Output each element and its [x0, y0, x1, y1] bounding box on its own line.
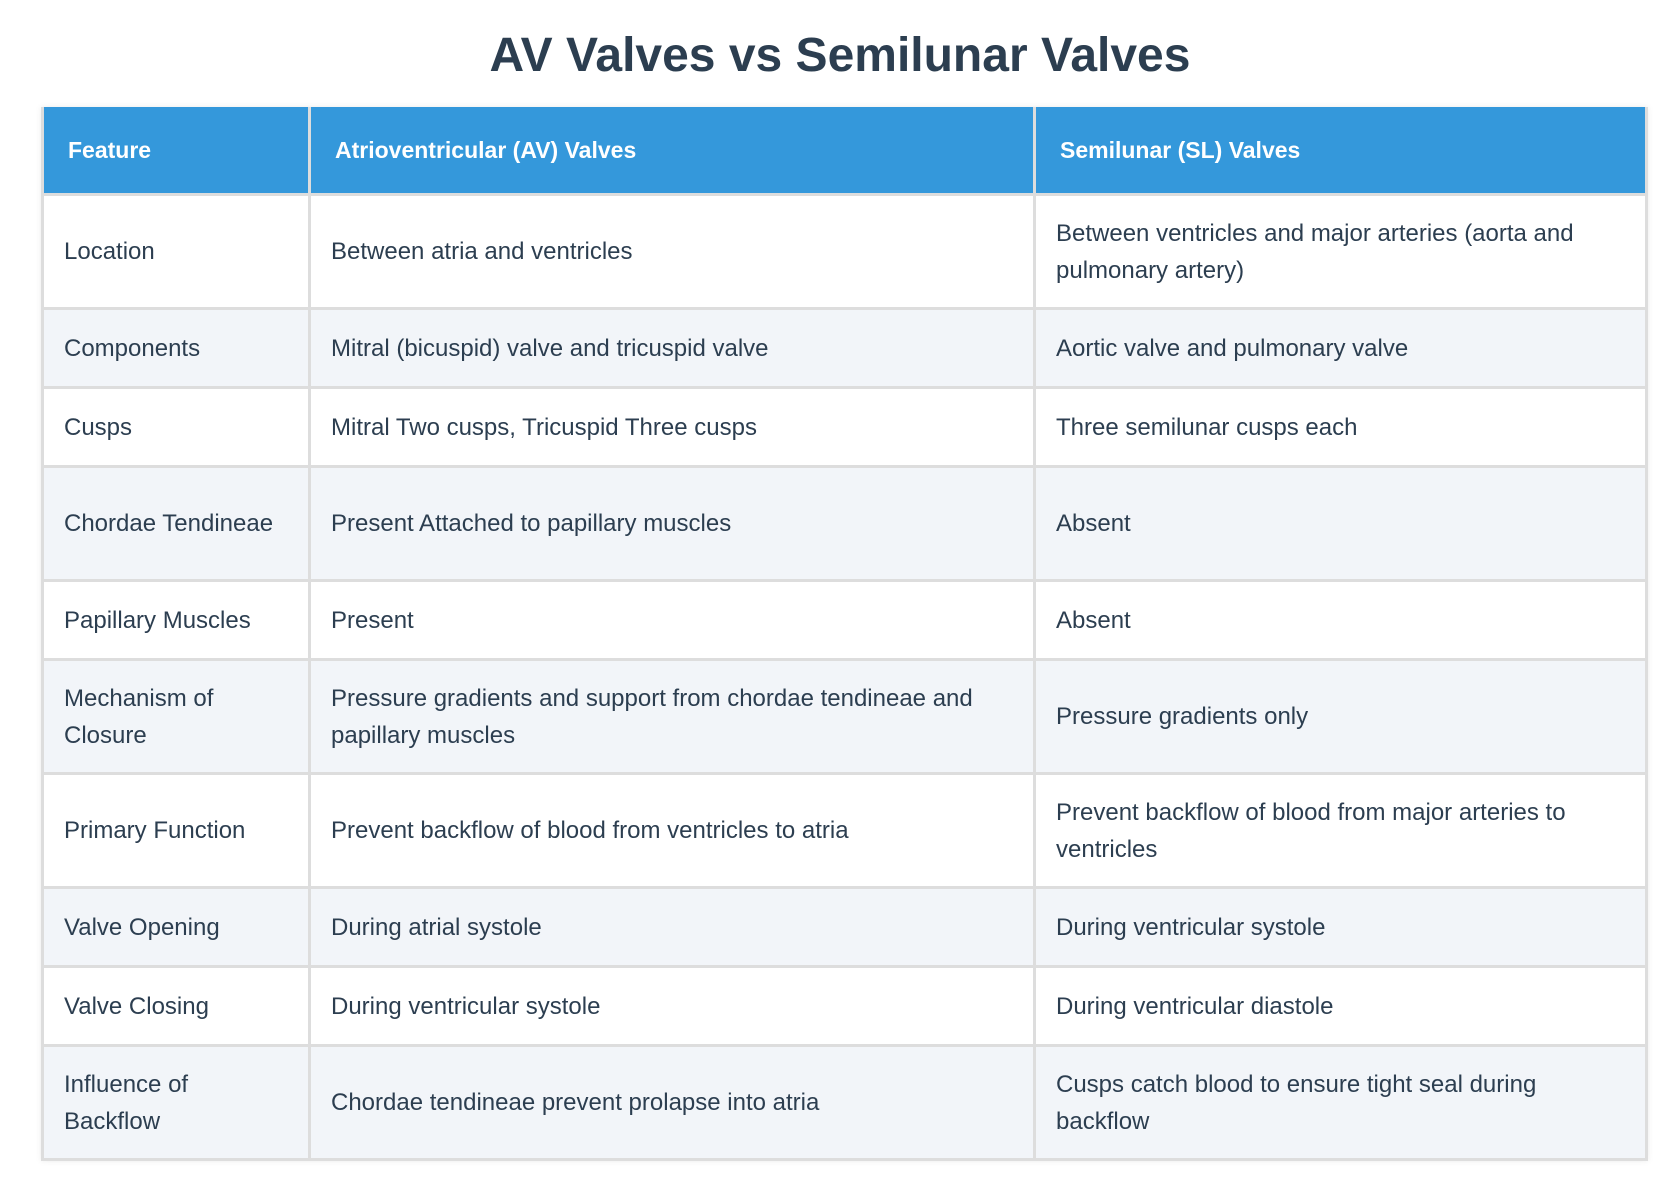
feature-cell: Chordae Tendineae — [43, 467, 310, 581]
sl-cell: Cusps catch blood to ensure tight seal during backflow — [1035, 1046, 1647, 1160]
feature-cell: Valve Closing — [43, 967, 310, 1046]
table-row — [43, 774, 1647, 888]
sl-cell: During ventricular systole — [1035, 888, 1647, 967]
table-header-row — [43, 107, 1647, 195]
feature-cell: Mechanism of Closure — [43, 660, 310, 774]
feature-cell: Location — [43, 195, 310, 309]
feature-cell: Valve Opening — [43, 888, 310, 967]
feature-cell: Components — [43, 309, 310, 388]
av-cell: Present — [310, 581, 1035, 660]
feature-cell: Cusps — [43, 388, 310, 467]
sl-cell: Aortic valve and pulmonary valve — [1035, 309, 1647, 388]
table-row — [43, 309, 1647, 388]
av-cell: Present Attached to papillary muscles — [310, 467, 1035, 581]
av-cell: Prevent backflow of blood from ventricles to atria — [310, 774, 1035, 888]
feature-cell: Influence of Backflow — [43, 1046, 310, 1160]
table-row — [43, 388, 1647, 467]
table-row — [43, 195, 1647, 309]
sl-cell: Pressure gradients only — [1035, 660, 1647, 774]
av-cell: Chordae tendineae prevent prolapse into atria — [310, 1046, 1035, 1160]
sl-cell: Prevent backflow of blood from major arteries to ventricles — [1035, 774, 1647, 888]
sl-cell: During ventricular diastole — [1035, 967, 1647, 1046]
table-row — [43, 467, 1647, 581]
page-title: AV Valves vs Semilunar Valves — [489, 29, 1191, 82]
column-header-av-valves: Atrioventricular (AV) Valves — [310, 107, 1035, 195]
table-row — [43, 581, 1647, 660]
av-cell: Mitral (bicuspid) valve and tricuspid valve — [310, 309, 1035, 388]
av-cell: During atrial systole — [310, 888, 1035, 967]
av-cell: Mitral Two cusps, Tricuspid Three cusps — [310, 388, 1035, 467]
av-cell: Between atria and ventricles — [310, 195, 1035, 309]
column-header-feature: Feature — [43, 107, 310, 195]
table-row — [43, 660, 1647, 774]
av-cell: During ventricular systole — [310, 967, 1035, 1046]
table-row — [43, 967, 1647, 1046]
sl-cell: Between ventricles and major arteries (aorta and pulmonary artery) — [1035, 195, 1647, 309]
sl-cell: Three semilunar cusps each — [1035, 388, 1647, 467]
feature-cell: Primary Function — [43, 774, 310, 888]
sl-cell: Absent — [1035, 467, 1647, 581]
table-row — [43, 888, 1647, 967]
comparison-table — [41, 107, 1648, 1161]
sl-cell: Absent — [1035, 581, 1647, 660]
av-cell: Pressure gradients and support from chordae tendineae and papillary muscles — [310, 660, 1035, 774]
comparison-table-container — [41, 107, 1645, 1161]
table-row — [43, 1046, 1647, 1160]
column-header-sl-valves: Semilunar (SL) Valves — [1035, 107, 1647, 195]
feature-cell: Papillary Muscles — [43, 581, 310, 660]
